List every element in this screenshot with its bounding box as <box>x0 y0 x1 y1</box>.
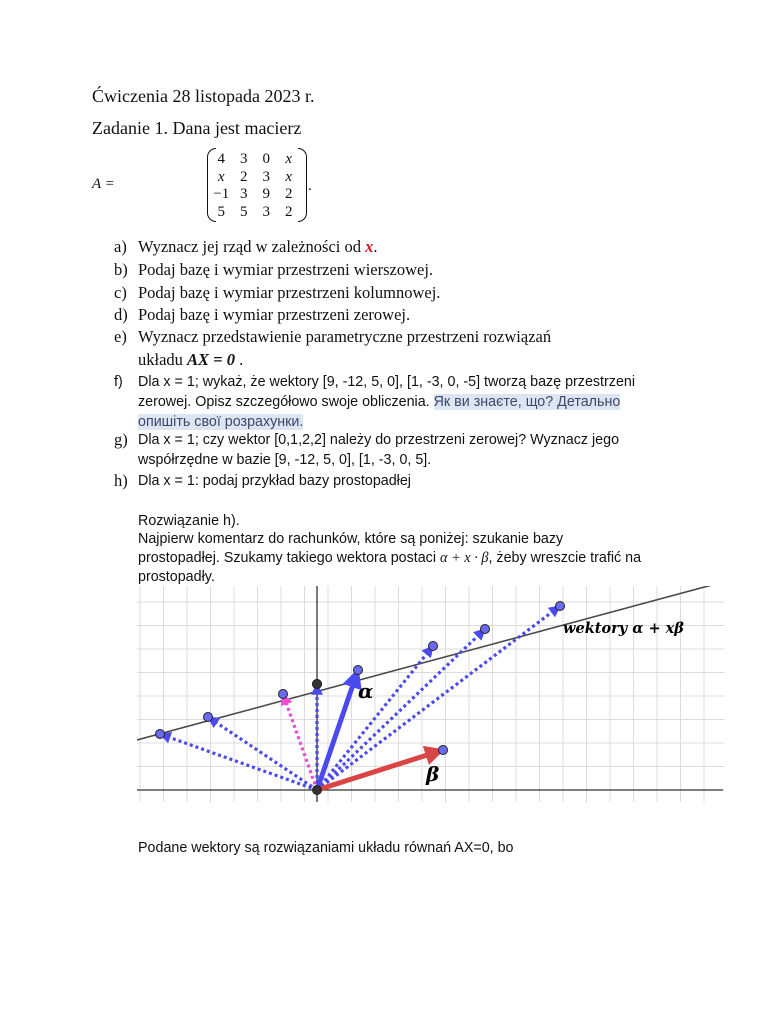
item-text-line2: zerowej. Opisz szczegółowo swoje obliczenia. Як ви знаєте, що? Детально <box>138 394 621 410</box>
item-text: Dla x = 1; czy wektor [0,1,2,2] należy do przestrzeni zerowej? Wyznacz jego <box>138 432 620 448</box>
item-text: Podaj bazę i wymiar przestrzeni zerowej. <box>138 305 411 324</box>
vector-figure <box>137 586 725 802</box>
matrix-end-dot: . <box>308 178 312 194</box>
perpendicular-vector <box>283 694 317 790</box>
point <box>156 730 165 739</box>
solution-line: prostopadłej. Szukamy takiego wektora postaci α + x · β, żeby wreszcie trafić na <box>138 550 642 566</box>
item-text-line3 <box>138 412 303 432</box>
page-title: Ćwiczenia 28 listopada 2023 r. <box>92 86 315 106</box>
matrix-cell: 3 <box>262 168 270 185</box>
matrix-right-paren <box>298 148 307 222</box>
item-text-line2: współrzędne w bazie [9, -12, 5, 0], [1, -3, 0, 5]. <box>138 452 432 468</box>
item-text: Podaj bazę i wymiar przestrzeni wierszowej. <box>138 260 434 279</box>
task-heading: Zadanie 1. Dana jest macierz <box>92 118 302 138</box>
item-letter: d) <box>114 305 128 324</box>
matrix-cell: 9 <box>262 186 270 202</box>
footer-text: Podane wektory są rozwiązaniami układu równań AX=0, bo <box>138 840 514 856</box>
matrix-cell: 0 <box>262 151 270 167</box>
matrix-cell: 5 <box>240 203 248 220</box>
matrix-cell: 3 <box>240 186 248 202</box>
matrix-cell: −1 <box>213 186 230 202</box>
point <box>204 713 213 722</box>
item-text: Podaj bazę i wymiar przestrzeni kolumnowej. <box>138 283 441 302</box>
beta-label: β <box>426 762 440 786</box>
highlighted-text: опишіть свої розрахунки. <box>138 414 304 430</box>
point <box>354 666 363 675</box>
item-letter: a) <box>114 237 127 256</box>
matrix-cell: 5 <box>217 203 225 220</box>
matrix-row <box>210 186 300 204</box>
point <box>556 602 565 611</box>
matrix-grid <box>210 151 300 221</box>
point <box>313 680 322 689</box>
point <box>481 625 490 634</box>
matrix-A <box>92 148 312 224</box>
point <box>279 690 288 699</box>
span-line <box>137 586 723 740</box>
origin-point <box>313 786 322 795</box>
item-text: Wyznacz jej rząd w zależności od x. <box>138 237 378 256</box>
item-text: Dla x = 1: podaj przykład bazy prostopadłej <box>138 473 411 489</box>
family-label: wektory α + xβ <box>563 620 684 637</box>
item-letter: h) <box>114 471 128 490</box>
item-letter: c) <box>114 283 127 302</box>
matrix-cell: 2 <box>240 168 248 185</box>
matrix-cell: 3 <box>262 203 270 220</box>
matrix-cell: 4 <box>217 151 225 167</box>
matrix-cell: 3 <box>240 151 248 167</box>
item-text: Wyznacz przedstawienie parametryczne przestrzeni rozwiązań <box>138 327 552 346</box>
item-letter: f) <box>114 374 123 390</box>
matrix-cell: 2 <box>285 203 293 220</box>
matrix-cell: 2 <box>285 186 293 202</box>
item-text-line2: układu AX = 0 . <box>138 350 244 369</box>
math-expression: α + x · β <box>439 550 489 566</box>
matrix-row <box>210 169 300 187</box>
matrix-row <box>210 204 300 222</box>
dotted-vector <box>160 734 317 790</box>
solution-line: Najpierw komentarz do rachunków, które są poniżej: szukanie bazy <box>138 531 564 547</box>
beta-vector <box>317 750 443 790</box>
item-letter: b) <box>114 260 128 279</box>
item-text: Dla x = 1; wykaż, że wektory [9, -12, 5, 0], [1, -3, 0, -5] tworzą bazę przestrzeni <box>138 374 636 390</box>
solution-heading: Rozwiązanie h). <box>138 513 240 529</box>
variable-x: x <box>365 237 374 256</box>
matrix-cell: x <box>285 168 293 185</box>
matrix-cell: x <box>217 168 225 185</box>
matrix-row <box>210 151 300 169</box>
item-letter: g) <box>114 430 128 449</box>
point <box>439 746 448 755</box>
point <box>429 642 438 651</box>
highlighted-text: Як ви знаєте, що? Детально <box>433 394 621 410</box>
solution-line: prostopadły. <box>138 569 215 585</box>
dotted-vector <box>208 717 317 790</box>
alpha-label: α <box>358 679 374 703</box>
item-letter: e) <box>114 327 127 346</box>
matrix-label: A = <box>92 176 115 192</box>
matrix-cell: x <box>285 151 293 167</box>
